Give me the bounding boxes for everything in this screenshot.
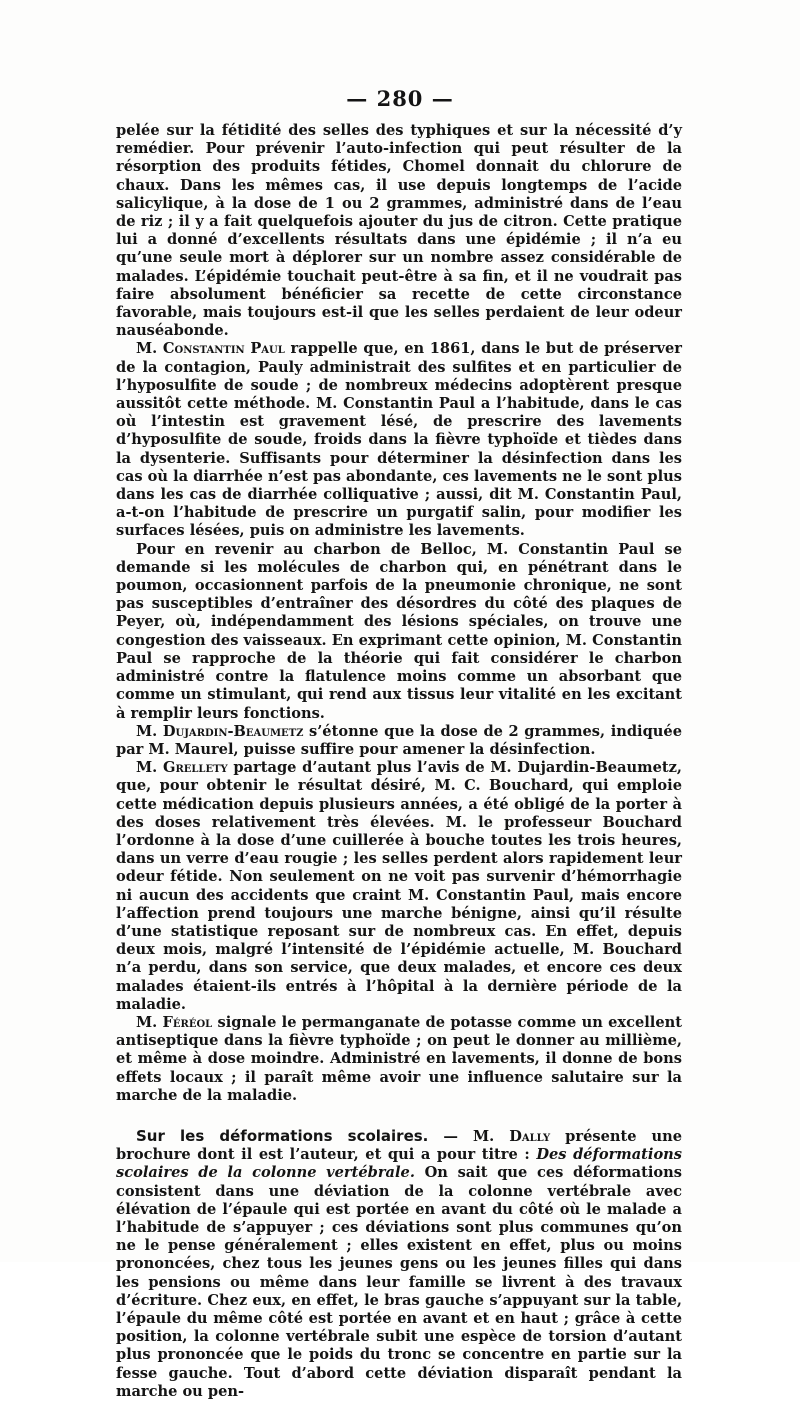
paragraph-6	[116, 1014, 682, 1105]
speaker-prefix: M.	[136, 722, 163, 740]
paragraph-3: Pour en revenir au charbon de Belloc, M. Constantin Paul se demande si les molécules de charbon qui, en pénétrant dans le poumon, occasionnent parfois de la pneumonie chronique, ne sont pas susceptibles d’entraîner des désordres du côté des plaques de Peyer, où, indépendamment des lésions spéciales, on trouve une congestion des vaisseaux. En exprimant cette opinion, M. Constantin Paul se rapproche de la théorie qui fait considérer le charbon administré contre la flatulence moins comme un absorbant que comme un stimulant, qui rend aux tissus leur vitalité en les excitant à remplir leurs fonctions.	[116, 540, 682, 722]
paragraph-text: partage d’autant plus l’avis de M. Dujardin-Beaumetz, que, pour obtenir le résultat désiré, M. C. Bouchard, qui emploie cette médication depuis plusieurs années, a été obligé de la porter à des doses relativement très élevées. M. le professeur Bouchard l’ordonne à la dose d’une cuillerée à bouche toutes les trois heures, dans un verre d’eau rougie ; les selles perdent alors rapidement leur odeur fétide. Non seulement on ne voit pas survenir d’hémorrhagie ni aucun des accidents que craint M. Constantin Paul, mais encore l’affection prend toujours une marche bénigne, ainsi qu’il résulte d’une statistique reposant sur de nombreux cas. En effet, depuis deux mois, malgré l’intensité de l’épidémie actuelle, M. Bouchard n’a perdu, dans son service, que deux malades, et encore ces deux malades étaient-ils entrés à l’hôpital à la dernière période de la maladie.	[116, 759, 682, 1013]
section-spacer	[116, 1105, 682, 1127]
speaker-prefix: M.	[136, 340, 163, 358]
body-text	[116, 122, 682, 1401]
speaker-name: Constantin Paul	[162, 340, 285, 358]
paragraph-5	[116, 759, 682, 1014]
paragraph-1: pelée sur la fétidité des selles des typhiques et sur la nécessité d’y remédier. Pour prévenir l’auto-infection qui peut résulter de la résorption des produits fétides, Chomel donnait du chlorure de chaux. Dans les mêmes cas, il use depuis longtemps de l’acide salicylique, à la dose de 1 ou 2 grammes, administré dans de l’eau de riz ; il y a fait quelquefois ajouter du jus de citron. Cette pratique lui a donné d’excellents résultats dans une épidémie ; il n’a eu qu’une seule mort à déplorer sur un nombre assez considérable de malades. L’épidémie touchait peut-être à sa fin, et il ne voudrait pas faire absolument bénéficier sa recette de cette circonstance favorable, mais toujours est-il que les selles perdaient de leur odeur nauséabonde.	[116, 122, 682, 340]
section-text-body: On sait que ces déformations consistent dans une déviation de la colonne vertébrale avec élévation de l’épaule qui est portée en avant du côté où le malade a l’habitude de s’appuyer ; ces déviations sont plus communes qu’on ne le pense généralement ; elles existent en effet, plus ou moins prononcées, chez tous les jeunes gens ou les jeunes filles qui dans les pensions ou même dans leur famille se livrent à des travaux d’écriture. Chez eux, en effet, le bras gauche s’appuyant sur la table, l’épaule du même côté est portée en avant et en haut ; grâce à cette position, la colonne vertébrale subit une espèce de torsion d’autant plus prononcée que le poids du tronc se concentre en partie sur la fesse gauche. Tout d’abord cette déviation disparaît pendant la marche ou pen-	[116, 1164, 682, 1400]
speaker-name: Féréol	[162, 1013, 213, 1031]
section-paragraph	[116, 1127, 682, 1401]
speaker-prefix: M.	[136, 1013, 163, 1031]
speaker-prefix: M.	[136, 759, 163, 777]
speaker-name: Dujardin-Beaumetz	[162, 722, 304, 740]
page-number: — 280 —	[346, 86, 454, 111]
paragraph-text: signale le permanganate de potasse comme un excellent antiseptique dans la fièvre typhoïde ; on peut le donner au millième, et même à dose moindre. Administré en lavements, il donne de bons effets locaux ; il paraît même avoir une influence salutaire sur la marche de la maladie.	[116, 1013, 682, 1104]
speaker-name: Dally	[509, 1127, 551, 1145]
paragraph-text: s’étonne que la dose de 2 grammes, indiquée par M. Maurel, puisse suffire pour amener la désinfection.	[116, 722, 682, 758]
paragraph-4	[116, 723, 682, 759]
paragraph-text: rappelle que, en 1861, dans le but de préserver de la contagion, Pauly administrait des sulfites et en particulier de l’hyposulfite de soude ; de nombreux médecins adoptèrent presque aussitôt cette méthode. M. Constantin Paul a l’habitude, dans le cas où l’intestin est gravement lésé, de prescrire des lavements d’hyposulfite de soude, froids dans la fièvre typhoïde et tièdes dans la dysenterie. Suffisants pour déterminer la désinfection dans les cas où la diarrhée n’est pas abondante, ces lavements ne le sont plus dans les cas de diarrhée colliquative ; aussi, dit M. Constantin Paul, a-t-on l’habitude de prescrire un purgatif salin, pour modifier les surfaces lésées, puis on administre les lavements.	[116, 340, 682, 540]
section-text-intro: présente une brochure dont il est l’auteur, et qui a pour titre :	[116, 1127, 682, 1164]
speaker-name: Grellety	[162, 759, 228, 777]
section-dash: — M.	[428, 1127, 510, 1145]
paragraph-2	[116, 340, 682, 540]
publication-title: Des déformations scolaires de la colonne vertébrale.	[116, 1146, 683, 1182]
section-heading: Sur les déformations scolaires.	[136, 1126, 429, 1145]
